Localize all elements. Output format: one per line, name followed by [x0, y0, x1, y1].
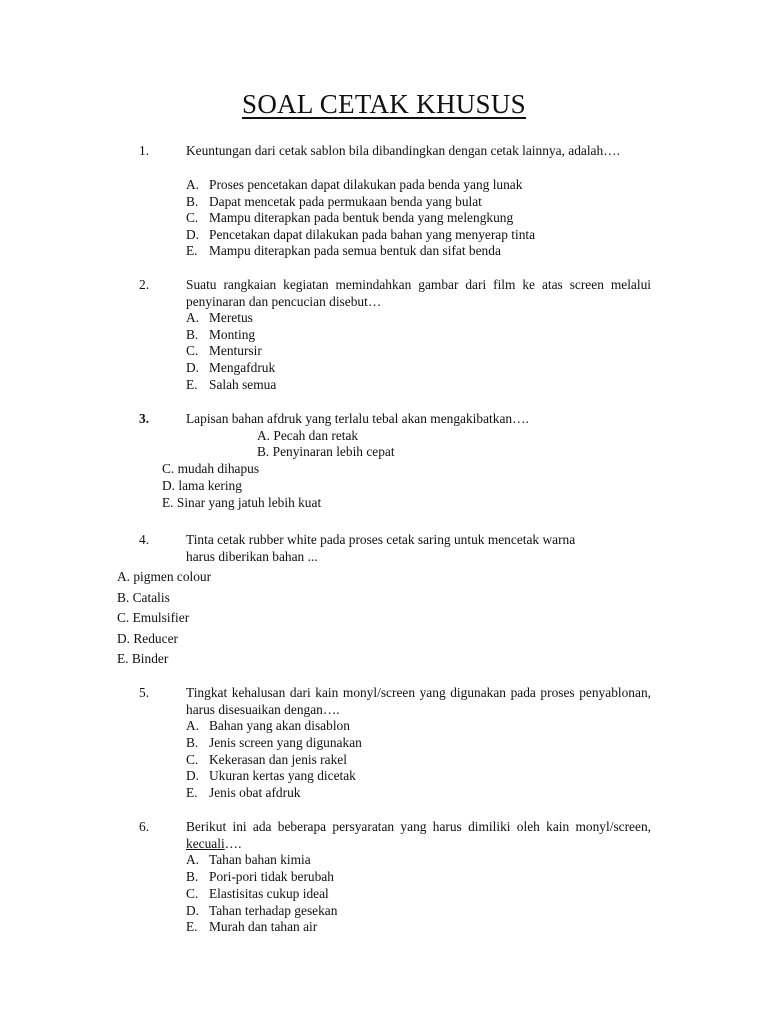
option-c: C. Mampu diterapkan pada bentuk benda yang melengkung	[186, 210, 514, 225]
option-b: B. Catalis	[117, 590, 170, 605]
question-number: 2.	[139, 277, 150, 292]
question-stem-line-2: harus diberikan bahan ...	[186, 549, 318, 564]
option-e: E. Murah dan tahan air	[186, 919, 318, 934]
question-stem: Keuntungan dari cetak sablon bila dibandingkan dengan cetak lainnya, adalah….	[186, 143, 620, 158]
option-b: B. Penyinaran lebih cepat	[257, 444, 395, 459]
option-a: A. Meretus	[186, 310, 253, 325]
option-d: D. Pencetakan dapat dilakukan pada bahan yang menyerap tinta	[186, 227, 536, 242]
option-d: D. lama kering	[162, 478, 242, 493]
question-number: 3.	[139, 411, 150, 426]
question-number: 5.	[139, 685, 150, 700]
question-stem: Berikut ini ada beberapa persyaratan yang harus dimiliki oleh kain monyl/screen, kecuali….	[186, 819, 651, 851]
option-d: D. Ukuran kertas yang dicetak	[186, 768, 356, 783]
option-a: A. Pecah dan retak	[257, 428, 359, 443]
option-d: D. Mengafdruk	[186, 360, 276, 375]
option-c: C. Mentursir	[186, 343, 262, 358]
option-a: A. Bahan yang akan disablon	[186, 718, 350, 733]
keyword-except: kecuali	[186, 836, 225, 851]
question-number: 6.	[139, 819, 150, 834]
question-stem: Tingkat kehalusan dari kain monyl/screen yang digunakan pada proses penyablonan, harus disesuaikan dengan….	[186, 685, 651, 717]
page-title: SOAL CETAK KHUSUS	[242, 89, 526, 119]
option-a: A. Tahan bahan kimia	[186, 852, 311, 867]
option-b: B. Pori-pori tidak berubah	[186, 869, 334, 884]
option-b: B. Dapat mencetak pada permukaan benda yang bulat	[186, 194, 482, 209]
option-e: E. Mampu diterapkan pada semua bentuk dan sifat benda	[186, 243, 501, 258]
question-number: 1.	[139, 143, 150, 158]
option-c: C. Elastisitas cukup ideal	[186, 886, 329, 901]
option-d: D. Tahan terhadap gesekan	[186, 903, 338, 918]
option-d: D. Reducer	[117, 631, 178, 646]
option-e: E. Sinar yang jatuh lebih kuat	[162, 495, 322, 510]
question-stem: Lapisan bahan afdruk yang terlalu tebal akan mengakibatkan….	[186, 411, 529, 426]
option-c: C. Emulsifier	[117, 610, 190, 625]
option-b: B. Jenis screen yang digunakan	[186, 735, 362, 750]
option-b: B. Monting	[186, 327, 256, 342]
option-e: E. Salah semua	[186, 377, 277, 392]
option-e: E. Binder	[117, 651, 169, 666]
option-a: A. pigmen colour	[117, 569, 212, 584]
option-c: C. mudah dihapus	[162, 461, 260, 476]
option-c: C. Kekerasan dan jenis rakel	[186, 752, 347, 767]
question-number: 4.	[139, 532, 150, 547]
question-stem-line-1: Tinta cetak rubber white pada proses cetak saring untuk mencetak warna	[186, 532, 576, 547]
option-a: A. Proses pencetakan dapat dilakukan pada benda yang lunak	[186, 177, 523, 192]
option-e: E. Jenis obat afdruk	[186, 785, 301, 800]
question-stem: Suatu rangkaian kegiatan memindahkan gambar dari film ke atas screen melalui penyinaran dan pencucian disebut…	[186, 277, 651, 309]
